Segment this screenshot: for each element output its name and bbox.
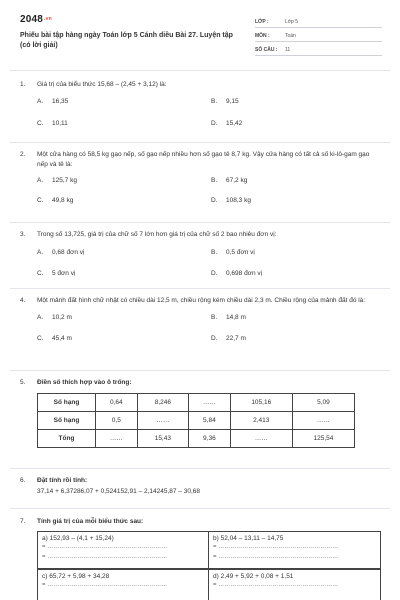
expression-grid xyxy=(37,531,381,600)
logo-main-text: 2048 xyxy=(20,14,44,25)
question-3 xyxy=(20,230,382,289)
expression-cell-a xyxy=(37,531,209,569)
table-cell: 5,09 xyxy=(292,394,354,412)
answer-line[interactable]: = …………………………………………………… xyxy=(213,582,339,588)
option-letter: D. xyxy=(211,197,218,204)
question-number: 3. xyxy=(20,231,26,238)
option-letter: C. xyxy=(37,335,44,342)
worksheet-meta xyxy=(255,16,382,58)
divider xyxy=(10,468,390,469)
divider xyxy=(10,370,390,371)
option-c[interactable] xyxy=(37,197,73,204)
option-text: 0,68 đơn vị xyxy=(52,249,85,256)
table-cell: 0,5 xyxy=(96,412,138,430)
expression-text: 65,72 + 5,98 + 34,28 xyxy=(49,573,110,580)
table-cell: 15,43 xyxy=(137,430,188,448)
divider xyxy=(10,288,390,289)
meta-value: Toán xyxy=(285,32,296,39)
meta-label: MÔN : xyxy=(255,32,270,39)
expression-cell-c xyxy=(37,569,209,600)
answer-options xyxy=(37,314,382,354)
table-cell: 105,16 xyxy=(230,394,292,412)
expression-label: d) xyxy=(213,573,219,580)
meta-row-question-count xyxy=(255,44,382,56)
option-text: 10,2 m xyxy=(52,314,72,321)
option-letter: B. xyxy=(211,314,218,321)
expression-text: 52,04 – 13,11 – 14,75 xyxy=(220,535,284,542)
expression-text: 2,49 + 5,92 + 0,08 + 1,51 xyxy=(220,573,294,580)
option-a[interactable] xyxy=(37,249,84,256)
divider xyxy=(10,222,390,223)
option-text: 45,4 m xyxy=(52,335,72,342)
option-letter: D. xyxy=(211,120,218,127)
meta-value: Lớp 5 xyxy=(285,18,299,25)
option-letter: C. xyxy=(37,270,44,277)
option-text: 108,3 kg xyxy=(226,197,251,204)
expression-text: 152,93 – (4,1 + 15,24) xyxy=(49,535,114,542)
question-4 xyxy=(20,296,382,354)
table-cell: 8,246 xyxy=(137,394,188,412)
option-text: 10,11 xyxy=(52,120,68,127)
expression-row xyxy=(37,531,381,569)
question-text: Trong số 13,725, giá trị của chữ số 7 lớn hơn giá trị của chữ số 2 bao nhiêu đơn vị: xyxy=(37,231,277,238)
option-letter: B. xyxy=(211,249,218,256)
question-text: Một cửa hàng có 58,5 kg gạo nếp, số gạo nếp nhiều hơn số gạo tẻ 8,7 kg. Vậy cửa hàng có tất cả số ki-lô-gam gạo nếp và tẻ là: xyxy=(37,151,370,168)
expression-label: c) xyxy=(42,573,48,580)
answer-line[interactable]: = …………………………………………………… xyxy=(42,582,168,588)
expression-row xyxy=(37,569,381,600)
table-cell: 2,413 xyxy=(230,412,292,430)
answer-line[interactable]: = …………………………………………………… xyxy=(42,544,168,550)
option-letter: A. xyxy=(37,314,44,321)
question-number: 2. xyxy=(20,151,26,158)
option-text: 5 đơn vị xyxy=(52,270,76,277)
expression-label: a) xyxy=(42,535,48,542)
expression-label: b) xyxy=(213,535,219,542)
option-d[interactable] xyxy=(211,270,262,277)
calculation-expressions: 37,14 + 6,37286,07 + 0,524152,91 – 2,14245,87 – 30,68 xyxy=(37,488,201,495)
option-b[interactable] xyxy=(211,314,246,321)
answer-line[interactable]: = …………………………………………………… xyxy=(42,554,168,560)
option-a[interactable] xyxy=(37,177,77,184)
table-cell-blank[interactable]: …… xyxy=(137,412,188,430)
option-text: 0,5 đơn vị xyxy=(226,249,255,256)
meta-label: SỐ CÂU : xyxy=(255,46,278,53)
option-d[interactable] xyxy=(211,120,242,127)
fill-in-table xyxy=(37,393,355,448)
option-a[interactable] xyxy=(37,314,72,321)
row-header: Số hạng xyxy=(38,412,96,430)
question-6 xyxy=(20,476,382,486)
question-text: Giá trị của biểu thức 15,68 – (2,45 + 3,12) là: xyxy=(37,81,167,88)
meta-row-grade xyxy=(255,16,382,28)
option-d[interactable] xyxy=(211,335,246,342)
option-a[interactable] xyxy=(37,98,68,105)
option-text: 9,15 xyxy=(226,98,239,105)
table-cell: 9,36 xyxy=(189,430,231,448)
logo-tld-text: .vn xyxy=(44,16,52,23)
option-b[interactable] xyxy=(211,249,255,256)
option-c[interactable] xyxy=(37,120,68,127)
divider xyxy=(10,142,390,143)
answer-line[interactable]: = …………………………………………………… xyxy=(213,554,339,560)
answer-options xyxy=(37,98,382,138)
option-text: 15,42 xyxy=(226,120,243,127)
answer-options xyxy=(37,249,382,289)
question-text: Tính giá trị của mỗi biểu thức sau: xyxy=(37,518,144,525)
meta-row-subject xyxy=(255,30,382,42)
answer-line[interactable]: = …………………………………………………… xyxy=(213,544,339,550)
option-text: 67,2 kg xyxy=(226,177,248,184)
question-text: Điền số thích hợp vào ô trống: xyxy=(37,379,132,386)
table-cell: 0,64 xyxy=(96,394,138,412)
table-row xyxy=(38,412,355,430)
table-row xyxy=(38,394,355,412)
option-letter: C. xyxy=(37,120,44,127)
divider xyxy=(10,70,390,71)
row-header: Số hạng xyxy=(38,394,96,412)
question-text: Một mảnh đất hình chữ nhật có chiều dài 12,5 m, chiều rộng kém chiều dài 2,3 m. Chiều rộng của mảnh đất đó là: xyxy=(37,297,366,304)
option-letter: A. xyxy=(37,98,44,105)
option-letter: B. xyxy=(211,177,218,184)
option-text: 125,7 kg xyxy=(52,177,77,184)
option-text: 49,8 kg xyxy=(52,197,74,204)
expression-cell-b xyxy=(209,531,381,569)
option-letter: A. xyxy=(37,249,44,256)
option-text: 16,35 xyxy=(52,98,69,105)
option-text: 22,7 m xyxy=(226,335,246,342)
option-b[interactable] xyxy=(211,177,247,184)
question-5 xyxy=(20,378,382,388)
table-cell-blank[interactable]: …… xyxy=(96,430,138,448)
option-d[interactable] xyxy=(211,197,251,204)
option-letter: A. xyxy=(37,177,44,184)
question-number: 5. xyxy=(20,379,26,386)
question-2 xyxy=(20,150,382,217)
expression-cell-d xyxy=(209,569,381,600)
question-text: Đặt tính rồi tính: xyxy=(37,477,88,484)
worksheet-header xyxy=(20,14,382,56)
table-cell: 125,54 xyxy=(292,430,354,448)
option-c[interactable] xyxy=(37,270,75,277)
worksheet-title: Phiếu bài tập hàng ngày Toán lớp 5 Cánh diều Bài 27. Luyện tập (có lời giải) xyxy=(20,32,233,49)
site-logo[interactable] xyxy=(20,14,52,25)
answer-options xyxy=(37,177,382,217)
question-7 xyxy=(20,517,382,527)
option-c[interactable] xyxy=(37,335,72,342)
question-number: 7. xyxy=(20,518,26,525)
divider xyxy=(10,508,390,509)
meta-value: 11 xyxy=(285,46,291,53)
option-letter: D. xyxy=(211,270,218,277)
question-number: 4. xyxy=(20,297,26,304)
option-b[interactable] xyxy=(211,98,239,105)
question-number: 1. xyxy=(20,81,26,88)
option-text: 14,8 m xyxy=(226,314,246,321)
table-cell: 5,84 xyxy=(189,412,231,430)
table-cell-blank[interactable]: …… xyxy=(189,394,231,412)
question-number: 6. xyxy=(20,477,26,484)
table-cell-blank[interactable]: …… xyxy=(230,430,292,448)
option-letter: C. xyxy=(37,197,44,204)
option-letter: D. xyxy=(211,335,218,342)
row-header: Tổng xyxy=(38,430,96,448)
meta-label: LỚP : xyxy=(255,18,269,25)
question-1 xyxy=(20,80,382,138)
option-letter: B. xyxy=(211,98,218,105)
table-cell-blank[interactable]: …… xyxy=(292,412,354,430)
table-row xyxy=(38,430,355,448)
option-text: 0,698 đơn vị xyxy=(226,270,263,277)
